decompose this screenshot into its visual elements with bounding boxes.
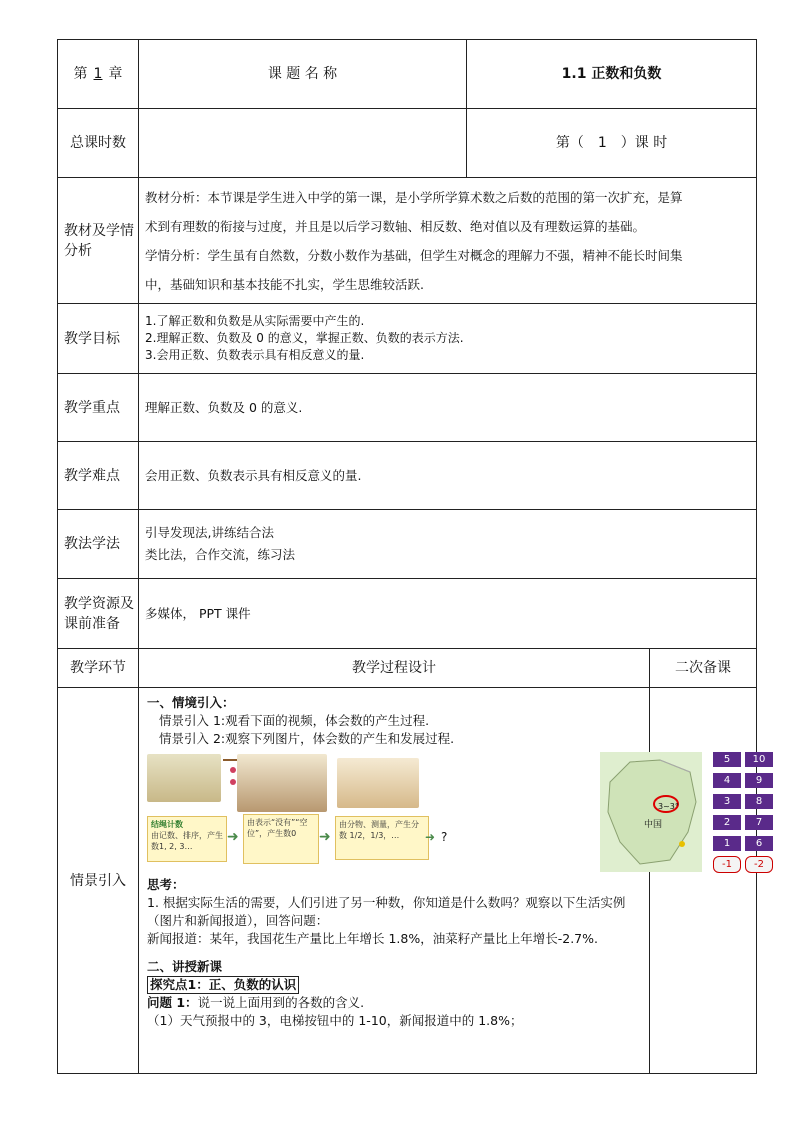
analysis-line: 中，基础知识和基本技能不扎实，学生思维较活跃.	[145, 276, 424, 292]
question-line	[147, 994, 641, 1012]
keypad-button: 3	[713, 794, 741, 809]
period-suffix: ）课 时	[620, 135, 668, 151]
chapter-cell	[58, 40, 139, 109]
review-column	[650, 688, 757, 1074]
section-heading: 一、情境引入：	[147, 695, 235, 710]
resources-label	[58, 579, 139, 649]
goals-label-text: 教学目标	[64, 330, 120, 347]
method-line: 类比法，合作交流，练习法	[145, 547, 296, 562]
analysis-line: 术到有理数的衔接与过度，并且是以后学习数轴、相反数、绝对值以及有理数运算的基础。	[145, 218, 646, 234]
info-box-fractions	[335, 816, 429, 860]
process-row	[58, 688, 757, 1074]
total-hours-label-text: 总课时数	[70, 135, 126, 151]
explore-point-label: 探究点1：正、负数的认识	[147, 976, 299, 994]
intro-line: 情景引入 1:观看下面的视频，体会数的产生过程.	[159, 713, 430, 728]
chapter-suffix: 章	[108, 66, 123, 82]
info-box-text: 由记数、排序，产生数1, 2, 3…	[151, 831, 223, 851]
knot-counting-picture	[147, 754, 221, 802]
lesson-plan-table	[57, 39, 766, 1074]
key-points-label	[58, 374, 139, 442]
process-col-review	[650, 649, 757, 688]
keypad-button: 6	[745, 836, 773, 851]
method-line: 引导发现法,讲练结合法	[145, 525, 274, 540]
key-points-row	[58, 374, 757, 442]
section-heading: 二、讲授新课	[147, 959, 223, 974]
methods-row	[58, 510, 757, 579]
difficulties-row	[58, 442, 757, 510]
explore-point	[147, 976, 641, 994]
stage-label-text: 情景引入	[70, 872, 126, 889]
intro-line: 情景引入 2:观察下列图片，体会数的产生和发展过程.	[159, 731, 455, 746]
course-name-label	[139, 40, 467, 109]
question-text: 说一说上面用到的各数的含义.	[197, 995, 365, 1010]
map-temperature: 3~3°	[658, 802, 679, 811]
keypad-button: 9	[745, 773, 773, 788]
news-text: 新闻报道：某年，我国花生产量比上年增长 1.8%，油菜籽产量比上年增长-2.7%.	[147, 931, 598, 946]
key-points-content: 理解正数、负数及 0 的意义.	[139, 374, 757, 442]
goal-item: 2.理解正数、负数及 0 的意义，掌握正数、负数的表示方法.	[145, 331, 464, 345]
arrow-icon: ➜	[425, 830, 436, 844]
question-label: 问题 1：	[147, 995, 198, 1010]
chapter-number: 1	[93, 66, 103, 82]
analysis-label-text: 教材及学情分析	[64, 222, 134, 259]
period-cell	[467, 109, 757, 178]
goals-content	[139, 304, 757, 374]
methods-label	[58, 510, 139, 579]
analysis-line: 学情分析：学生虽有自然数，分数小数作为基础，但学生对概念的理解力不强，精神不能长时间集	[145, 247, 683, 263]
keypad-button: 1	[713, 836, 741, 851]
total-hours-label	[58, 109, 139, 178]
total-hours-value	[139, 109, 467, 178]
process-col-design-text: 教学过程设计	[352, 660, 436, 676]
keypad-button: 7	[745, 815, 773, 830]
methods-label-text: 教法学法	[64, 536, 120, 552]
course-title	[467, 40, 757, 109]
map-label: 中国	[644, 820, 663, 830]
analysis-line: 教材分析：本节课是学生进入中学的第一课，是小学所学算术数之后数的范围的第一次扩充，是算	[145, 189, 683, 205]
keypad-button: 10	[745, 752, 773, 767]
info-box-text: 由表示“没有”“空位”，产生数0	[247, 818, 308, 838]
question-mark: ?	[441, 830, 448, 844]
hours-row	[58, 109, 757, 178]
difficulties-content: 会用正数、负数表示具有相反意义的量.	[139, 442, 757, 510]
period-number: 1	[597, 135, 607, 151]
difficulties-label	[58, 442, 139, 510]
measuring-picture	[337, 758, 419, 808]
analysis-label	[58, 178, 139, 304]
resources-content: 多媒体， PPT 课件	[139, 579, 757, 649]
goal-item: 3.会用正数、负数表示具有相反意义的量.	[145, 348, 365, 362]
analysis-row	[58, 178, 757, 304]
keypad-button: 5	[713, 752, 741, 767]
methods-content	[139, 510, 757, 579]
header-row	[58, 40, 757, 109]
stage-label	[58, 688, 139, 1074]
course-name-label-text: 课 题 名 称	[267, 66, 338, 82]
analysis-content	[139, 178, 757, 304]
process-col-design	[139, 649, 650, 688]
process-content	[139, 688, 766, 1074]
goal-item: 1.了解正数和负数是从实际需要中产生的.	[145, 314, 365, 328]
process-col-review-text: 二次备课	[675, 660, 732, 676]
keypad-button: 2	[713, 815, 741, 830]
resources-label-text: 教学资源及课前准备	[64, 595, 134, 632]
difficulties-label-text: 教学难点	[64, 467, 120, 484]
process-col-stage-text: 教学环节	[70, 660, 126, 676]
keypad-button: 4	[713, 773, 741, 788]
ancient-people-picture	[237, 754, 327, 812]
answer-item: （1）天气预报中的 3，电梯按钮中的 1-10，新闻报道中的 1.8%；	[147, 1013, 523, 1028]
spacer	[147, 948, 641, 958]
goals-label	[58, 304, 139, 374]
china-map-picture	[600, 752, 702, 872]
keypad-button-negative: -1	[713, 856, 741, 873]
info-box-counting	[147, 816, 227, 862]
info-box-zero	[243, 814, 319, 864]
elevator-keypad	[710, 752, 780, 872]
intro-figures	[147, 752, 766, 874]
arrow-icon: ➜	[319, 829, 331, 845]
period-prefix: 第（	[555, 135, 584, 151]
resources-row	[58, 579, 757, 649]
info-box-title: 结绳计数	[151, 820, 183, 829]
process-header-row	[58, 649, 757, 688]
goals-row	[58, 304, 757, 374]
process-col-stage	[58, 649, 139, 688]
course-title-text: 1.1 正数和负数	[561, 66, 662, 82]
info-box-text: 由分物、测量，产生分数 1/2，1/3，…	[339, 820, 419, 840]
keypad-button-negative: -2	[745, 856, 773, 873]
keypad-button: 8	[745, 794, 773, 809]
chapter-prefix: 第	[73, 66, 88, 82]
key-points-label-text: 教学重点	[64, 399, 120, 416]
think-text: 1. 根据实际生活的需要，人们引进了另一种数，你知道是什么数吗？观察以下生活实例（图片和新闻报道），回答问题：	[147, 895, 626, 928]
think-label: 思考：	[147, 877, 185, 892]
map-drawing	[600, 752, 702, 872]
arrow-icon: ➜	[227, 829, 239, 845]
